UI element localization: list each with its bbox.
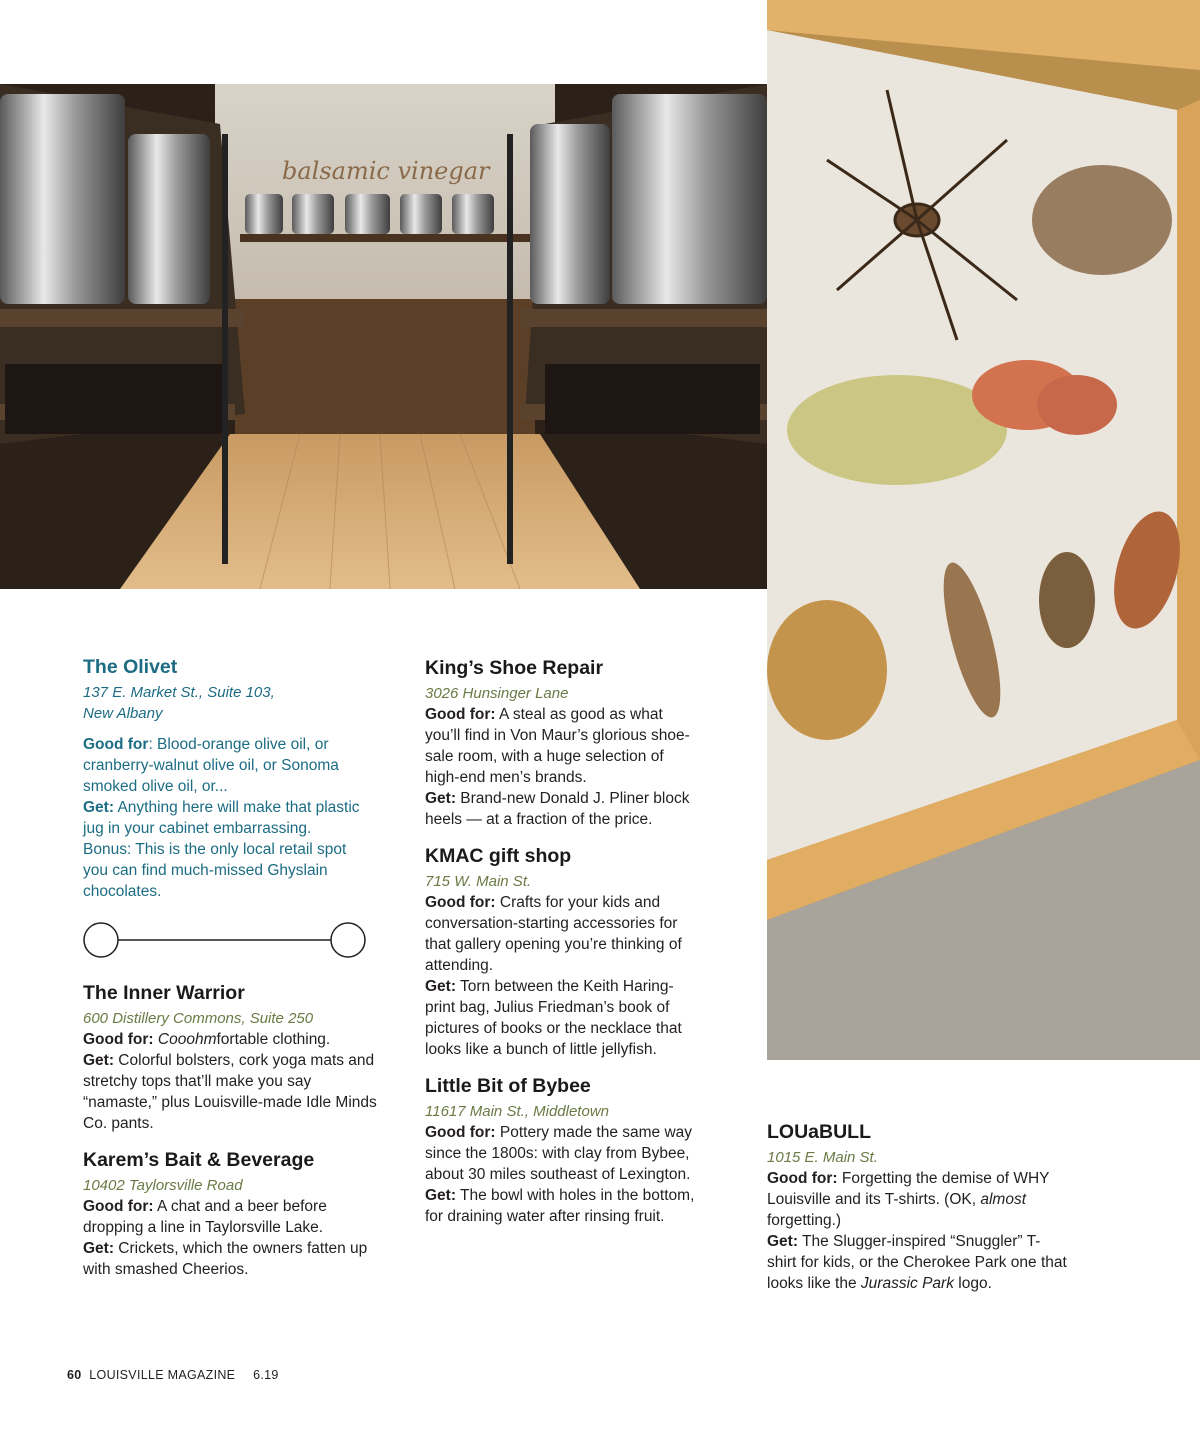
shop-name: LOUaBULL <box>767 1121 871 1143</box>
shop-entry-karems <box>83 1148 383 1280</box>
shop-entry-kmac-gift-shop <box>425 844 700 1060</box>
shop-address: 715 W. Main St. <box>425 873 532 890</box>
good-for-text: Good for: Cooohmfortable clothing. <box>83 1031 331 1048</box>
good-for-text: Good for: Blood-orange olive oil, or cranberry-walnut olive oil, or Sonoma smoked olive oil, or... <box>83 736 339 795</box>
get-label: Get: <box>83 799 114 816</box>
page-footer <box>67 1368 279 1382</box>
get-label: Get: <box>425 790 456 807</box>
get-label: Get: <box>83 1240 114 1257</box>
get-label: Get: <box>425 1187 456 1204</box>
shop-address <box>83 682 363 724</box>
shop-name: King’s Shoe Repair <box>425 657 604 679</box>
shop-name: The Olivet <box>83 656 178 678</box>
get-label: Get: <box>767 1233 798 1250</box>
get-text: Get: The bowl with holes in the bottom, for draining water after rinsing fruit. <box>425 1187 695 1225</box>
good-for-label: Good for: <box>83 1198 154 1215</box>
magazine-name: LOUISVILLE MAGAZINE <box>89 1368 236 1382</box>
good-for-label: Good for: <box>425 706 496 723</box>
shop-address-line: New Albany <box>83 705 163 722</box>
shop-address: 1015 E. Main St. <box>767 1149 878 1166</box>
section-divider <box>83 922 367 958</box>
get-text: Get: Brand-new Donald J. Pliner block heels — at a fraction of the price. <box>425 790 690 828</box>
shop-entry-louabull <box>767 1120 1067 1294</box>
shop-address: 3026 Hunsinger Lane <box>425 685 569 702</box>
shop-name: Little Bit of Bybee <box>425 1075 591 1097</box>
issue-date: 6.19 <box>253 1368 279 1382</box>
good-for-text: Good for: Crafts for your kids and conversation-starting accessories for that gallery opening you’re thinking of attending. <box>425 894 682 974</box>
good-for-label: Good for: <box>425 1124 496 1141</box>
good-for-text: Good for: A steal as good as what you’ll find in Von Maur’s glorious shoe-sale room, with a huge selection of high-end men’s brands. <box>425 706 690 786</box>
shop-entry-the-olivet <box>83 655 363 902</box>
good-for-label: Good for: <box>83 1031 154 1048</box>
get-label: Get: <box>425 978 456 995</box>
shop-entry-kings-shoe-repair <box>425 656 700 830</box>
shop-address: 11617 Main St., Middletown <box>425 1103 609 1120</box>
good-for-label: Good for: <box>425 894 496 911</box>
shop-address: 600 Distillery Commons, Suite 250 <box>83 1010 314 1027</box>
get-text: Get: Torn between the Keith Haring-print bag, Julius Friedman’s book of pictures of books or the necklace that looks like a bunch of little jellyfish. <box>425 978 682 1058</box>
get-text: Get: Crickets, which the owners fatten up with smashed Cheerios. <box>83 1240 368 1278</box>
get-text: Get: The Slugger-inspired “Snuggler” T-shirt for kids, or the Cherokee Park one that looks like the Jurassic Park logo. <box>767 1233 1067 1292</box>
good-for-label: Good for <box>83 736 149 753</box>
shop-address-line: 137 E. Market St., Suite 103, <box>83 684 275 701</box>
shop-entry-inner-warrior <box>83 981 383 1134</box>
good-for-text: Good for: A chat and a beer before dropping a line in Taylorsville Lake. <box>83 1198 327 1236</box>
insect-display-photo <box>767 0 1200 1060</box>
good-for-text: Good for: Pottery made the same way since the 1800s: with clay from Bybee, about 30 miles southeast of Lexington. <box>425 1124 693 1183</box>
get-label: Get: <box>83 1052 114 1069</box>
get-text: Get: Anything here will make that plastic jug in your cabinet embarrassing. Bonus: This is the only local retail spot you can find much-missed Ghyslain chocolates. <box>83 799 360 900</box>
shop-address: 10402 Taylorsville Road <box>83 1177 243 1194</box>
balsamic-vinegar-sign: balsamic vinegar <box>282 157 490 185</box>
page-number: 60 <box>67 1368 82 1382</box>
get-text: Get: Colorful bolsters, cork yoga mats and stretchy tops that’ll make you say “namaste,” plus Louisville-made Idle Minds Co. pants. <box>83 1052 377 1132</box>
shop-name: Karem’s Bait & Beverage <box>83 1149 315 1171</box>
good-for-text: Good for: Forgetting the demise of WHY Louisville and its T-shirts. (OK, almost forgetting.) <box>767 1170 1050 1229</box>
shop-name: The Inner Warrior <box>83 982 245 1004</box>
shop-column-2 <box>425 656 700 1241</box>
shop-entry-little-bit-of-bybee <box>425 1074 700 1227</box>
olive-oil-shop-photo <box>0 84 767 589</box>
shop-name: KMAC gift shop <box>425 845 572 867</box>
good-for-label: Good for: <box>767 1170 838 1187</box>
shop-column-1-lower <box>83 981 383 1294</box>
